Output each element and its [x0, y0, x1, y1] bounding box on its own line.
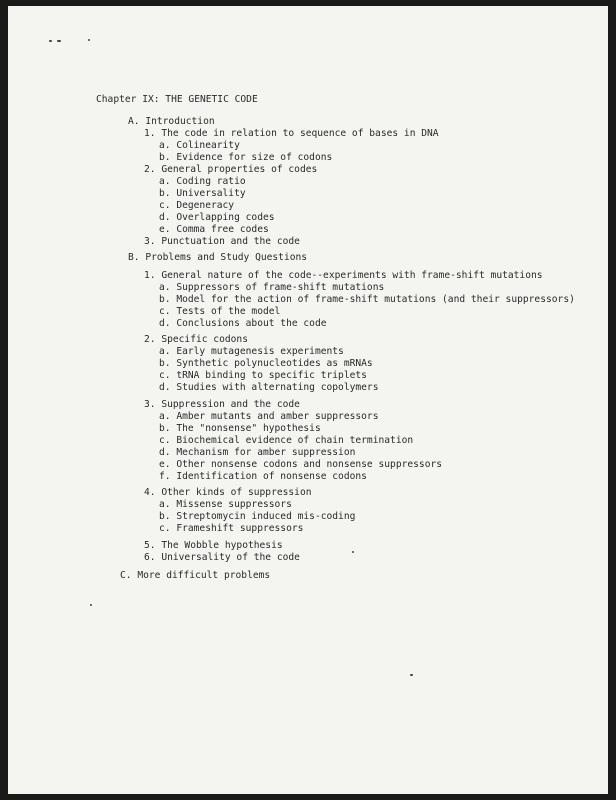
outline-item: d. Conclusions about the code [159, 318, 327, 329]
outline-item: c. Tests of the model [159, 306, 281, 317]
outline-item: 2. General properties of codes [144, 164, 318, 175]
outline-item: d. Studies with alternating copolymers [159, 382, 379, 393]
chapter-title: Chapter IX: THE GENETIC CODE [96, 94, 258, 105]
outline-item: e. Comma free codes [159, 224, 269, 235]
outline-item: 6. Universality of the code [144, 552, 300, 563]
outline-item: 2. Specific codons [144, 334, 248, 345]
speck-mark [410, 674, 413, 676]
outline-item: f. Identification of nonsense codons [159, 471, 367, 482]
outline-item: c. Frameshift suppressors [159, 523, 304, 534]
speck-mark [49, 40, 52, 42]
outline-item: a. Amber mutants and amber suppressors [159, 411, 379, 422]
outline-item: b. Model for the action of frame-shift mutations (and their suppressors) [159, 294, 575, 305]
outline-item: A. Introduction [128, 116, 215, 127]
speck-mark [90, 604, 92, 606]
speck-mark [352, 551, 354, 553]
speck-mark [57, 40, 61, 42]
outline-item: b. The "nonsense" hypothesis [159, 423, 321, 434]
outline-item: a. Coding ratio [159, 176, 246, 187]
outline-item: a. Suppressors of frame-shift mutations [159, 282, 385, 293]
outline-item: 1. The code in relation to sequence of bases in DNA [144, 128, 439, 139]
outline-item: a. Colinearity [159, 140, 240, 151]
outline-item: d. Mechanism for amber suppression [159, 447, 356, 458]
outline-item: a. Early mutagenesis experiments [159, 346, 344, 357]
outline-item: c. Degeneracy [159, 200, 235, 211]
speck-mark [88, 39, 90, 41]
outline-item: b. Synthetic polynucleotides as mRNAs [159, 358, 373, 369]
outline-item: 3. Punctuation and the code [144, 236, 300, 247]
outline-item: e. Other nonsense codons and nonsense suppressors [159, 459, 443, 470]
outline-item: 4. Other kinds of suppression [144, 487, 312, 498]
outline-item: 5. The Wobble hypothesis [144, 540, 283, 551]
outline-item: B. Problems and Study Questions [128, 252, 308, 263]
outline-item: 1. General nature of the code--experiments with frame-shift mutations [144, 270, 543, 281]
outline-item: b. Evidence for size of codons [159, 152, 333, 163]
outline-item: b. Streptomycin induced mis-coding [159, 511, 356, 522]
outline-item: 3. Suppression and the code [144, 399, 300, 410]
outline-item: c. tRNA binding to specific triplets [159, 370, 367, 381]
outline-item: a. Missense suppressors [159, 499, 292, 510]
outline-item: d. Overlapping codes [159, 212, 275, 223]
outline-item: c. Biochemical evidence of chain termination [159, 435, 414, 446]
outline-item: b. Universality [159, 188, 246, 199]
outline-item: C. More difficult problems [120, 570, 271, 581]
document-page [8, 6, 608, 794]
